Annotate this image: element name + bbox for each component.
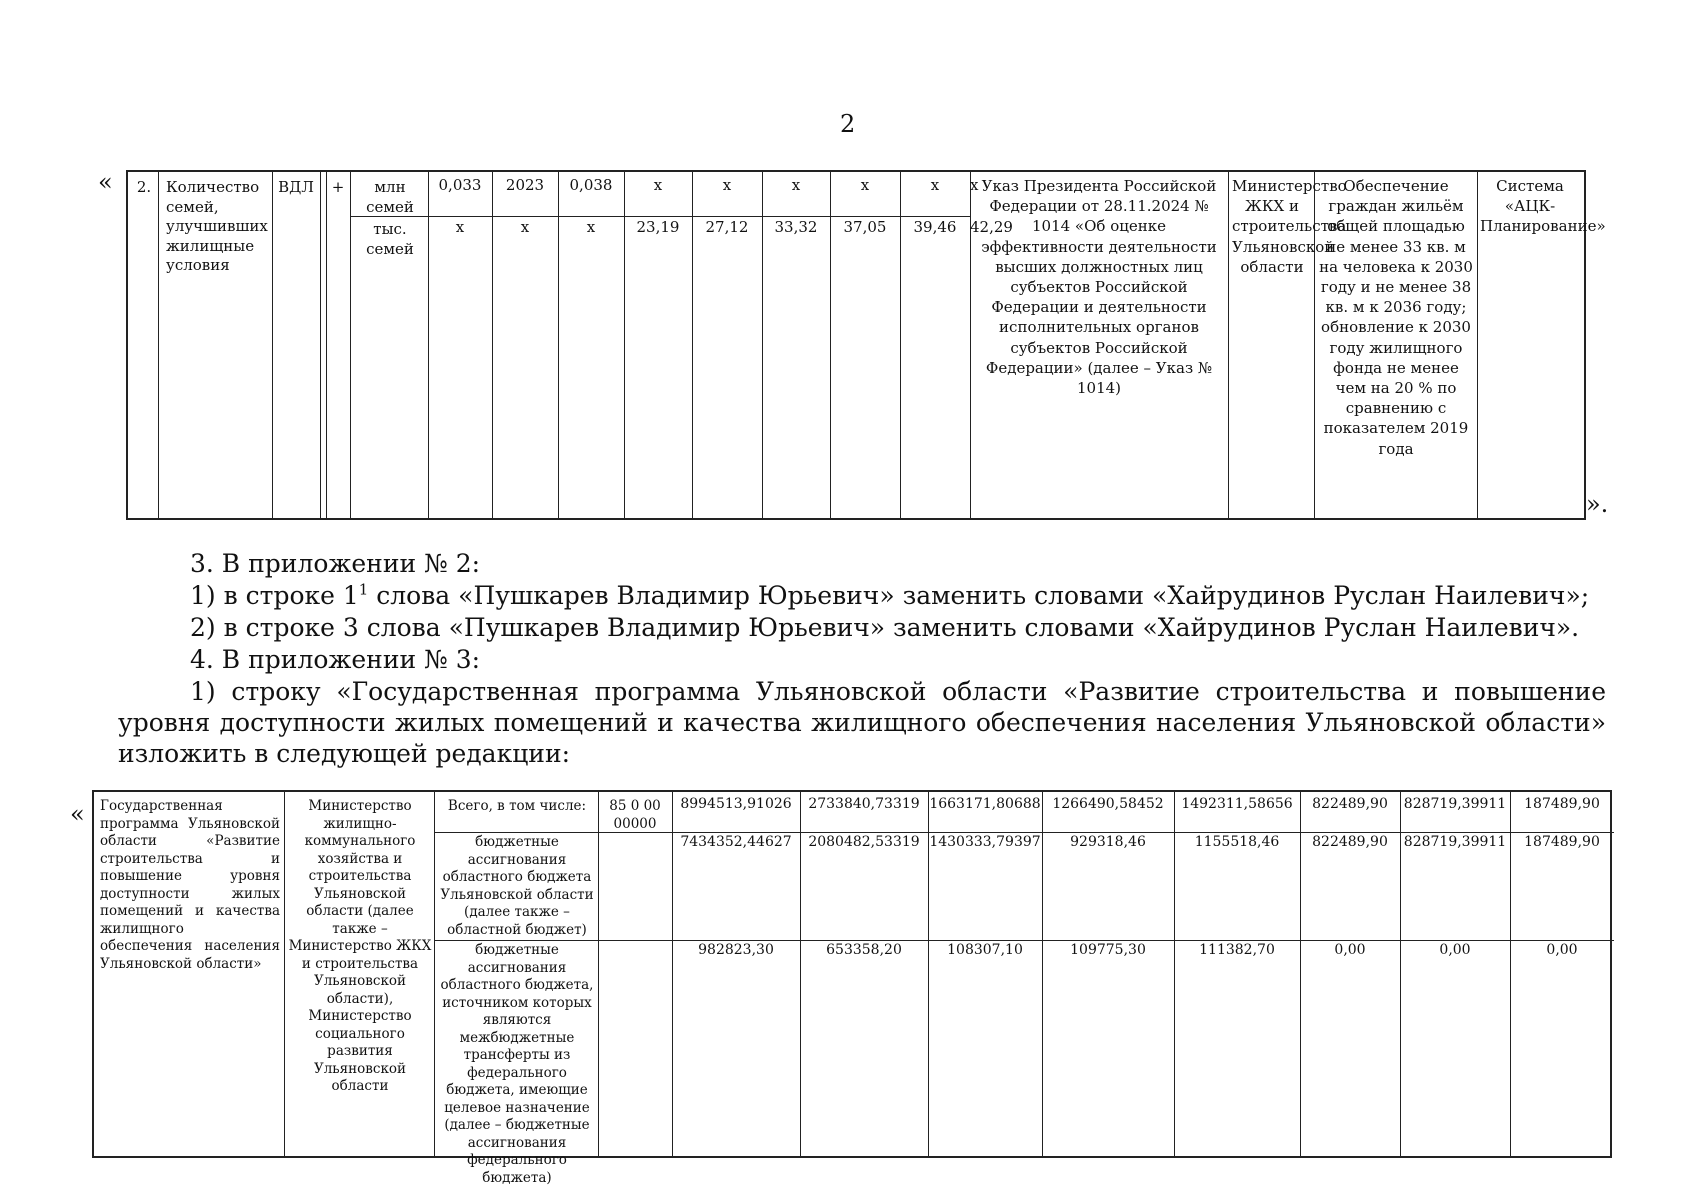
indicator-name: Количество семей, улучшивших жилищные условия (166, 178, 268, 274)
source-total: Всего, в том числе: (447, 798, 587, 814)
program-executor: Министерство жилищно-коммунального хозяйства и строительства Ульяновской области (далее также – Министерство ЖКХ и строительства Ульяновской области), Министерство социального развития Ульяновской области (288, 798, 432, 1094)
top-value-cell: 0,033 (438, 176, 482, 194)
bottom-value-cell: х (520, 218, 530, 236)
bottom-value-cell: х (586, 218, 596, 236)
amount-cell: 2080482,53319 (808, 834, 920, 850)
amount-cell: 0,00 (1439, 942, 1471, 958)
top-value-cell: х (860, 176, 870, 194)
source-federal: бюджетные ассигнования областного бюджета, источником которых являются межбюджетные трансферты из федерального бюджета, имеющие целевое назначение (далее – бюджетные ассигнования федерального бюджета) (440, 942, 594, 1186)
amount-cell: 109775,30 (1070, 942, 1146, 958)
bottom-value-cell: х (455, 218, 465, 236)
amount-cell: 1266490,58452 (1052, 796, 1164, 812)
bottom-value-cell: 37,05 (843, 218, 887, 236)
paragraph-4-1: 1) строку «Государственная программа Ульяновской области «Развитие строительства и повышение уровня доступности жилых помещений и качества жилищного обеспечения населения Ульяновской области» изложить в следующей редакции: (118, 677, 1606, 768)
bottom-value-cell: 23,19 (636, 218, 680, 236)
page-number: 2 (840, 110, 856, 138)
budget-code: 85 0 00 00000 (609, 798, 661, 832)
paragraph-3: 3. В приложении № 2: (190, 549, 481, 578)
amount-cell: 108307,10 (947, 942, 1023, 958)
amount-cell: 1430333,79397 (929, 834, 1041, 850)
top-value-cell: х (970, 176, 979, 194)
legal-basis: Указ Президента Российской Федерации от 28.11.2024 № 1014 «Об оценке эффективности деятельности высших должностных лиц субъектов Российской Федерации и деятельности исполнительных органов субъектов Российской Федерации» (далее – Указ № 1014) (981, 177, 1217, 398)
amount-cell: 1155518,46 (1194, 834, 1280, 850)
amount-cell: 7434352,44627 (680, 834, 792, 850)
top-value-cell: х (930, 176, 940, 194)
opening-quote: « (98, 168, 113, 196)
amount-cell: 929318,46 (1070, 834, 1146, 850)
amount-cell: 2733840,73319 (808, 796, 920, 812)
amount-cell: 1663171,80688 (929, 796, 1041, 812)
program-name: Государственная программа Ульяновской области «Развитие строительства и повышение уровня доступности жилых помещений и качества жилищного обеспечения населения Ульяновской области» (100, 798, 280, 972)
amount-cell: 653358,20 (826, 942, 902, 958)
amount-cell: 1492311,58656 (1181, 796, 1293, 812)
bottom-value-cell: 33,32 (774, 218, 818, 236)
superscript: 1 (358, 580, 369, 599)
amount-cell: 187489,90 (1524, 834, 1600, 850)
source-regional: бюджетные ассигнования областного бюджета Ульяновской области (далее также – областной бюджет) (440, 834, 594, 938)
information-system: Система «АЦК-Планирование» (1480, 177, 1606, 236)
paragraph-4: 4. В приложении № 3: (190, 645, 481, 674)
amount-cell: 8994513,91026 (680, 796, 792, 812)
closing-quote: ». (1586, 490, 1609, 518)
top-value-cell: х (722, 176, 732, 194)
indicator-type: ВДЛ (278, 178, 314, 196)
amount-cell: 111382,70 (1199, 942, 1275, 958)
top-value-cell: 0,038 (569, 176, 613, 194)
amount-cell: 0,00 (1334, 942, 1366, 958)
paragraph-3-1: 1) в строке $1^1$ слова «Пушкарев Владимир Юрьевич» заменить словами «Хайрудинов Руслан Наилевич»; (190, 580, 1590, 610)
top-value-cell: х (653, 176, 663, 194)
goal-description: Обеспечение граждан жильём общей площадью не менее 33 кв. м на человека к 2030 году и не менее 38 кв. м к 2036 году; обновление к 2030 году жилищного фонда не менее чем на 20 % по сравнению с показателем 2019 года (1319, 177, 1473, 458)
amount-cell: 982823,30 (698, 942, 774, 958)
indicator-sign: + (331, 178, 345, 196)
top-value-cell: 2023 (505, 176, 545, 194)
amount-cell: 828719,39911 (1403, 834, 1507, 850)
unit-top: млн семей (366, 178, 414, 216)
unit-bottom: тыс. семей (366, 220, 414, 258)
paragraph-3-2: 2) в строке 3 слова «Пушкарев Владимир Юрьевич» заменить словами «Хайрудинов Руслан Наилевич». (190, 613, 1580, 642)
opening-quote-2: « (70, 800, 85, 828)
row-number: 2. (136, 178, 152, 196)
amount-cell: 0,00 (1546, 942, 1578, 958)
bottom-value-cell: 27,12 (705, 218, 749, 236)
bottom-value-cell: 39,46 (913, 218, 957, 236)
bottom-value-cell: 42,29 (970, 218, 1013, 236)
indicator-table (126, 170, 1606, 520)
top-value-cell: х (791, 176, 801, 194)
program-table (92, 790, 1612, 1186)
responsible-body: Министерство ЖКХ и строительства Ульяновской области (1232, 177, 1347, 276)
amount-cell: 822489,90 (1312, 834, 1388, 850)
amount-cell: 828719,39911 (1403, 796, 1507, 812)
amount-cell: 822489,90 (1312, 796, 1388, 812)
amount-cell: 187489,90 (1524, 796, 1600, 812)
